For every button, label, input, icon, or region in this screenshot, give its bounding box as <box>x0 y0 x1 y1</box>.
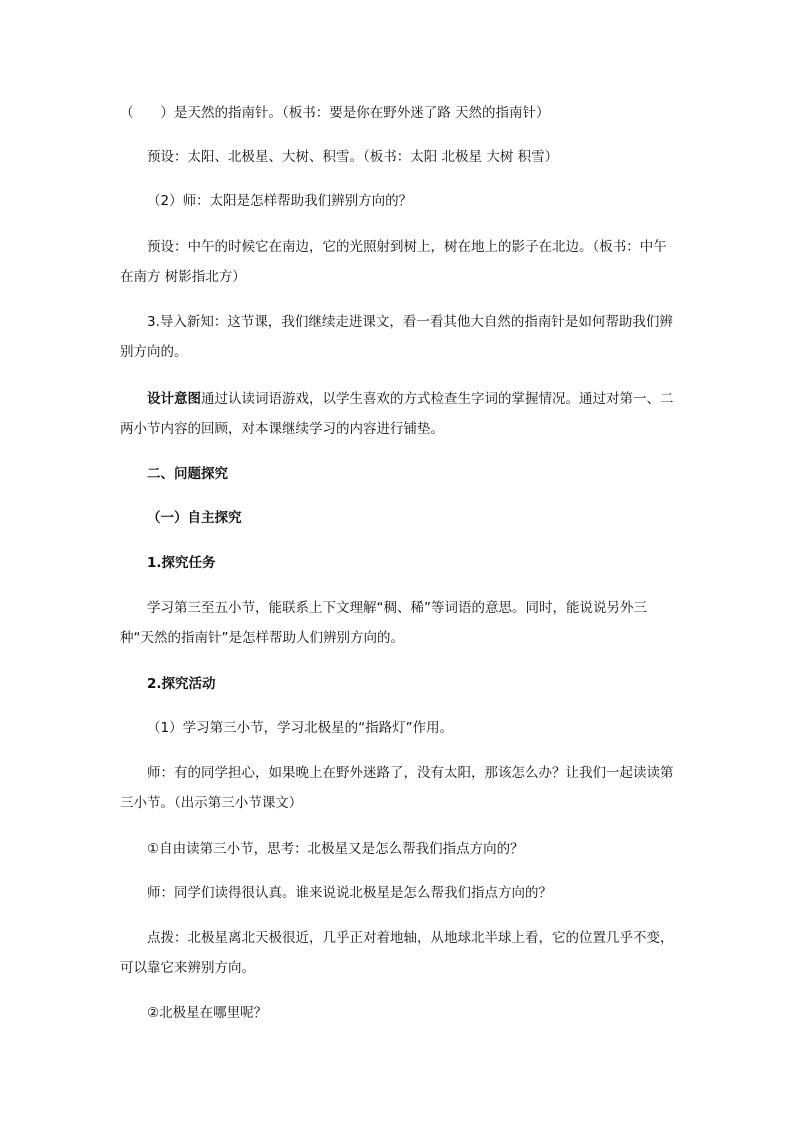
paragraph-teacher-praise: 师：同学们读得很认真。谁来说说北极星是怎么帮我们指点方向的？ <box>147 885 552 901</box>
paragraph-intro-blank: （ ）是天然的指南针。（板书：要是你在野外迷了路 天然的指南针） <box>120 105 550 121</box>
paragraph-preset-sun: 预设：中午的时候它在南边，它的光照射到树上，树在地上的影子在北边。（板书：中午在南方 树影指北方） <box>120 239 667 285</box>
heading-inquiry-task: 1.探究任务 <box>147 555 216 571</box>
paragraph-inquiry-task: 学习第三至五小节，能联系上下文理解“稠、稀”等词语的意思。同时，能说说另外三种“天然的指南针”是怎样帮助人们辨别方向的。 <box>120 600 647 646</box>
paragraph-activity-1: （1）学习第三小节，学习北极星的“指路灯”作用。 <box>147 720 454 736</box>
subsection-heading-self-inquiry: （一）自主探究 <box>147 510 242 526</box>
paragraph-teacher-worry: 师：有的同学担心，如果晚上在野外迷路了，没有太阳，那该怎么办？让我们一起读读第三小节。（出示第三小节课文） <box>120 765 674 811</box>
paragraph-free-read: ①自由读第三小节，思考：北极星又是怎么帮我们指点方向的？ <box>147 841 524 857</box>
paragraph-preset-answers: 预设：太阳、北极星、大树、积雪。（板书：太阳 北极星 大树 积雪） <box>147 149 559 165</box>
heading-inquiry-activity: 2.探究活动 <box>147 676 216 692</box>
design-intent-label: 设计意图 <box>147 391 201 407</box>
paragraph-question-sun: （2）师：太阳是怎样帮助我们辨别方向的？ <box>147 193 413 209</box>
paragraph-design-intent <box>120 384 676 444</box>
section-heading-inquiry: 二、问题探究 <box>147 466 228 482</box>
paragraph-where-polaris: ②北极星在哪里呢？ <box>147 1005 268 1021</box>
design-intent-text: 通过认读词语游戏，以学生喜欢的方式检查生字词的掌握情况。通过对第一、二两小节内容的回顾，对本课继续学习的内容进行铺垫。 <box>120 391 674 437</box>
paragraph-hint: 点拨：北极星离北天极很近，几乎正对着地轴，从地球北半球上看，它的位置几乎不变，可以靠它来辨别方向。 <box>120 930 674 976</box>
paragraph-intro-new: 3.导入新知：这节课，我们继续走进课文，看一看其他大自然的指南针是如何帮助我们辨别方向的。 <box>120 314 673 360</box>
